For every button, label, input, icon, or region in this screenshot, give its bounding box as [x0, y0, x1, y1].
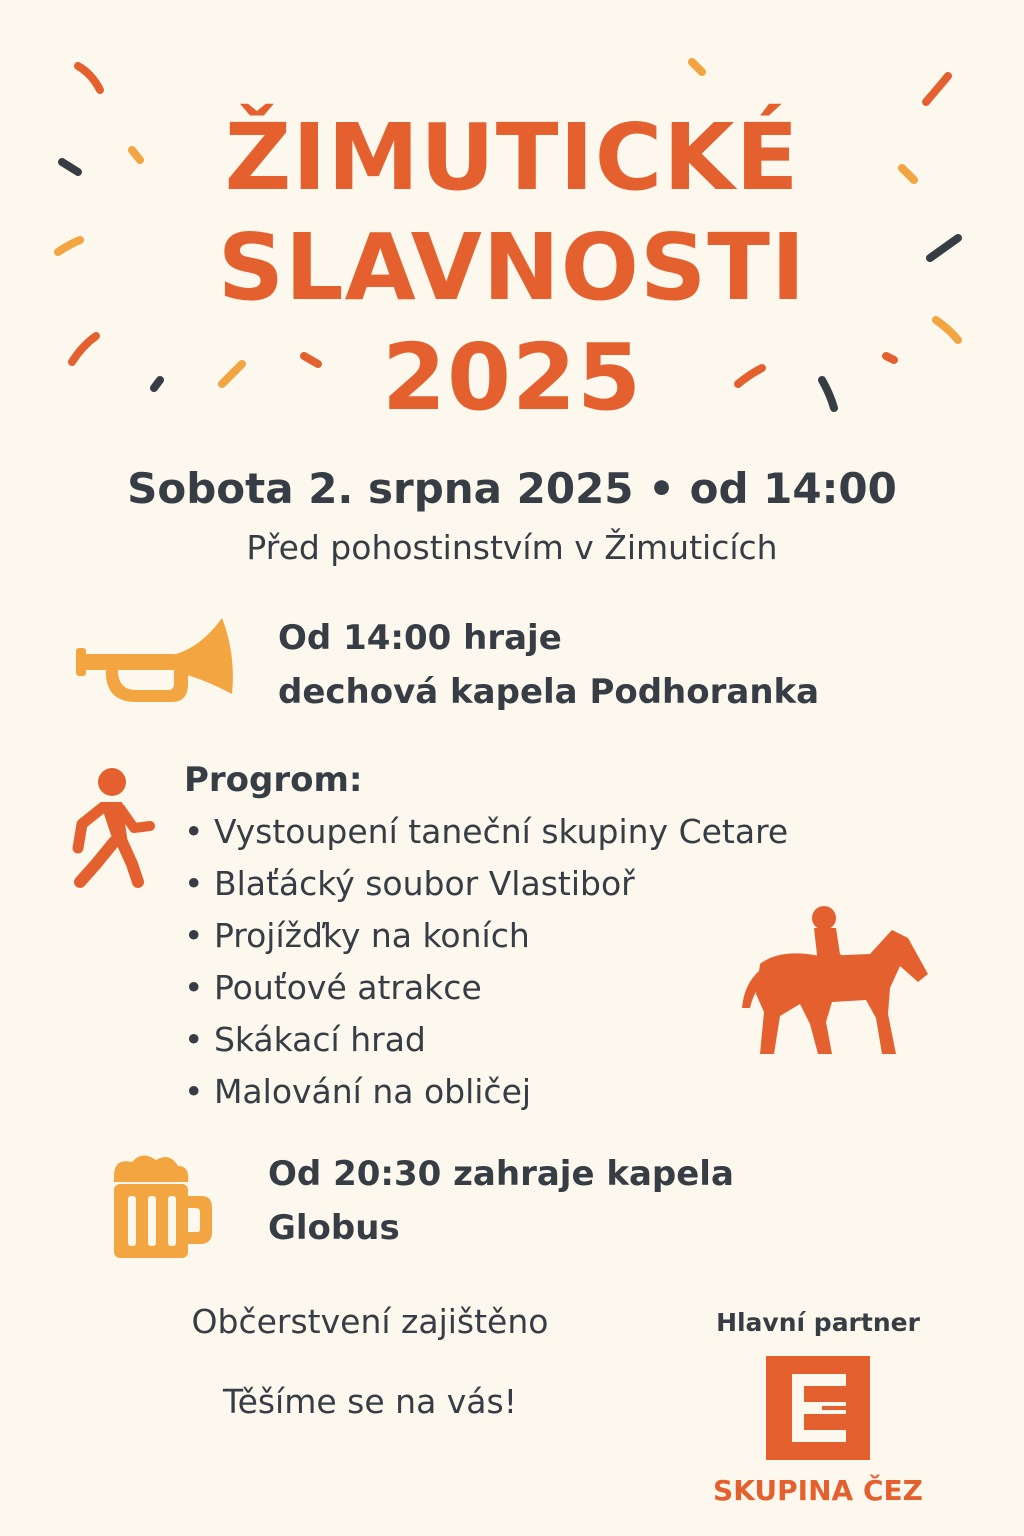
program-heading: Progrom: [184, 760, 363, 800]
partner-label: Hlavní partner [716, 1308, 920, 1337]
afternoon-band-line-1: Od 14:00 hraje [278, 618, 562, 658]
program-item: • Pouťové atrakce [184, 968, 482, 1007]
trumpet-icon [76, 614, 238, 714]
program-item: • Projížďky na koních [184, 916, 530, 955]
horse-rider-icon [740, 904, 930, 1060]
title-line-2: SLAVNOSTI [217, 214, 807, 321]
event-place: Před pohostinstvím v Žimuticích [246, 528, 778, 567]
program-item: • Malování na obličej [184, 1072, 532, 1111]
partner-name: SKUPINA ČEZ [713, 1474, 923, 1507]
welcome-note: Těšíme se na vás! [223, 1382, 517, 1421]
cez-logo-icon [766, 1356, 870, 1460]
title-line-3: 2025 [381, 324, 643, 431]
program-item: • Vystoupení taneční skupiny Cetare [184, 812, 789, 851]
afternoon-band-line-2: dechová kapela Podhoranka [278, 672, 820, 712]
title-line-1: ŽIMUTICKÉ [224, 104, 800, 211]
refreshments-note: Občerstvení zajištěno [191, 1302, 549, 1341]
beer-mug-icon [108, 1154, 214, 1260]
program-item: • Blaťácký soubor Vlastiboř [184, 864, 635, 903]
event-date-time: Sobota 2. srpna 2025 • od 14:00 [127, 464, 897, 513]
walking-person-icon [70, 766, 156, 892]
evening-band-line-2: Globus [268, 1208, 400, 1248]
program-item: • Skákací hrad [184, 1020, 426, 1059]
evening-band-line-1: Od 20:30 zahraje kapela [268, 1154, 734, 1194]
